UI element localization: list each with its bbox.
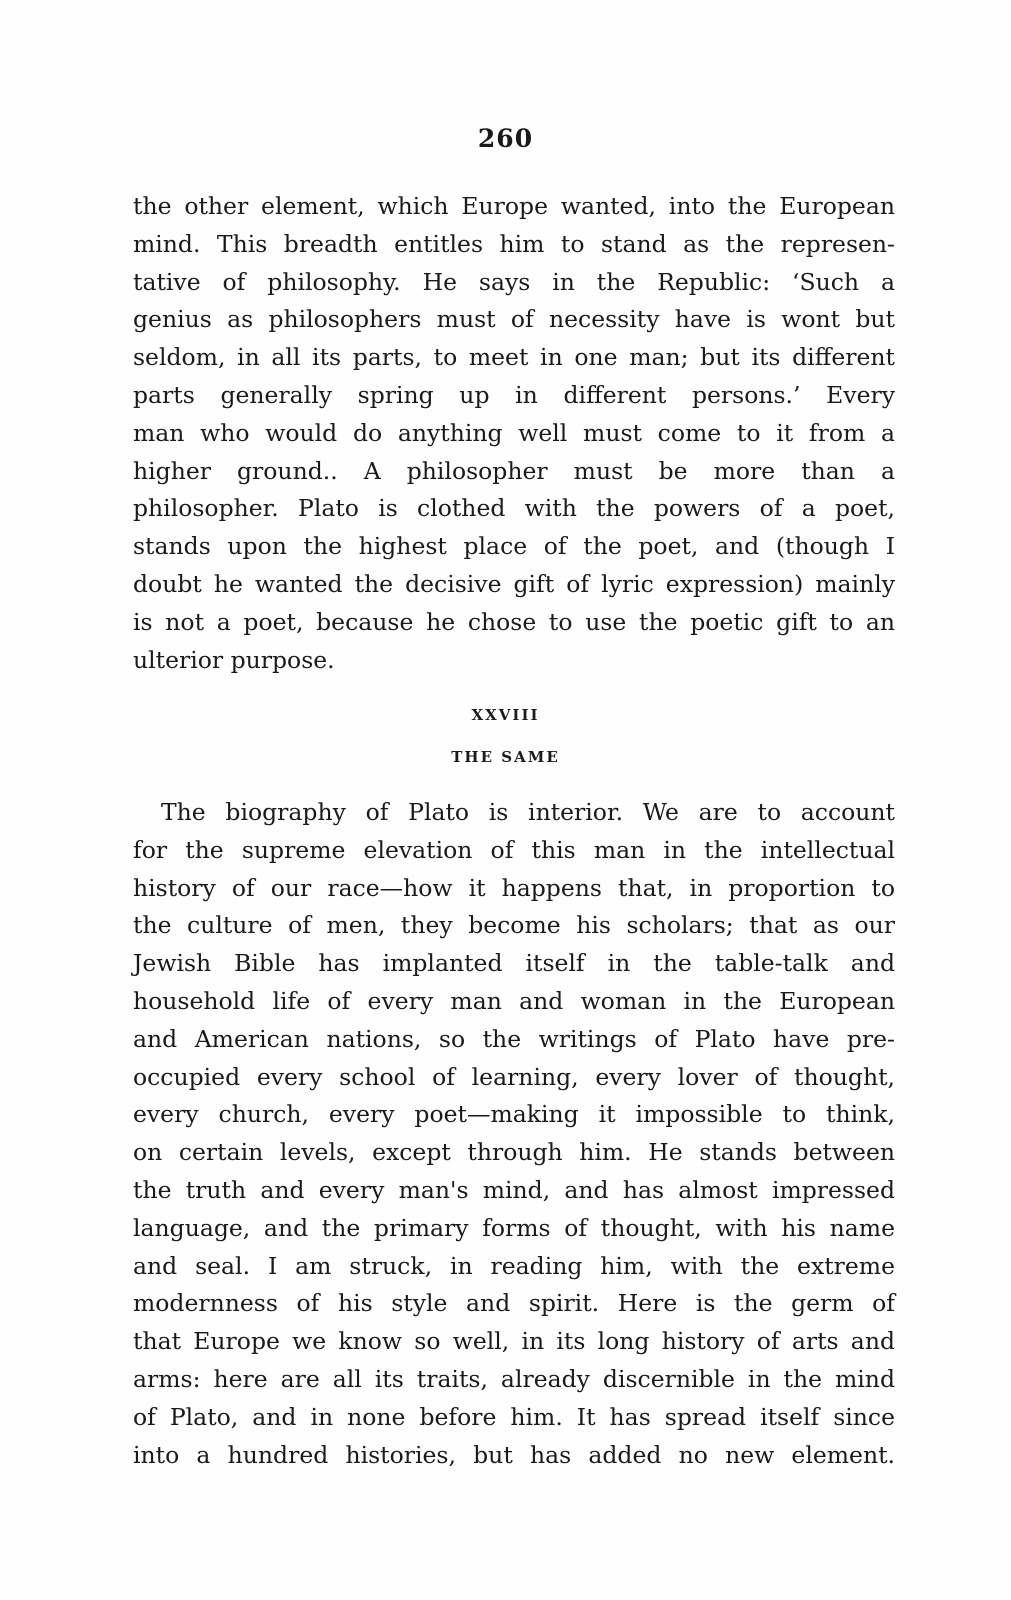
text-line: seldom, in all its parts, to meet in one man; but its different <box>133 343 895 372</box>
text-line: ulterior purpose. <box>133 645 335 674</box>
text-line: the culture of men, they become his scholars; that as our <box>133 911 895 940</box>
paragraph-section <box>133 794 895 1474</box>
page-number: 260 <box>477 124 534 153</box>
text-line: is not a poet, because he chose to use the poetic gift to an <box>133 607 895 636</box>
text-line: parts generally spring up in different persons.’ Every <box>133 380 895 409</box>
text-line: every church, every poet—making it impossible to think, <box>133 1100 895 1129</box>
text-line: and seal. I am struck, in reading him, with the extreme <box>133 1251 895 1280</box>
text-line: man who would do anything well must come to it from a <box>133 418 895 447</box>
text-line: on certain levels, except through him. He stands between <box>133 1138 895 1167</box>
text-line: of Plato, and in none before him. It has spread itself since <box>133 1402 895 1431</box>
text-line: the other element, which Europe wanted, into the European <box>133 192 895 220</box>
text-line: modernness of his style and spirit. Here is the germ of <box>133 1289 895 1318</box>
text-line: history of our race—how it happens that, in proportion to <box>133 873 895 902</box>
text-line: for the supreme elevation of this man in the intellectual <box>133 835 895 864</box>
text-line: stands upon the highest place of the poet, and (though I <box>133 532 895 561</box>
text-line: arms: here are all its traits, already discernible in the mind <box>133 1364 895 1393</box>
text-line: language, and the primary forms of thought, with his name <box>133 1213 895 1242</box>
text-line: mind. This breadth entitles him to stand as the represen- <box>133 229 895 258</box>
text-line: doubt he wanted the decisive gift of lyric expression) mainly <box>133 569 895 598</box>
text-line: philosopher. Plato is clothed with the powers of a poet, <box>133 494 895 523</box>
text-line: occupied every school of learning, every lover of thought, <box>133 1062 895 1091</box>
text-line: the truth and every man's mind, and has almost impressed <box>133 1175 895 1204</box>
text-line: that Europe we know so well, in its long history of arts and <box>133 1327 895 1356</box>
text-line: tative of philosophy. He says in the Republic: ‘Such a <box>133 267 895 296</box>
paragraph-continued <box>133 188 895 679</box>
text-line: into a hundred histories, but has added no new element. <box>133 1440 895 1469</box>
text-line: The biography of Plato is interior. We are to account <box>161 798 895 826</box>
text-line: higher ground.. A philosopher must be more than a <box>133 456 895 485</box>
text-line: Jewish Bible has implanted itself in the table-talk and <box>133 949 895 978</box>
text-line: household life of every man and woman in the European <box>133 986 895 1015</box>
text-line: genius as philosophers must of necessity have is wont but <box>133 305 895 334</box>
section-title: THE SAME <box>451 748 560 766</box>
text-line: and American nations, so the writings of Plato have pre- <box>133 1024 895 1053</box>
section-numeral: XXVIII <box>471 706 540 724</box>
